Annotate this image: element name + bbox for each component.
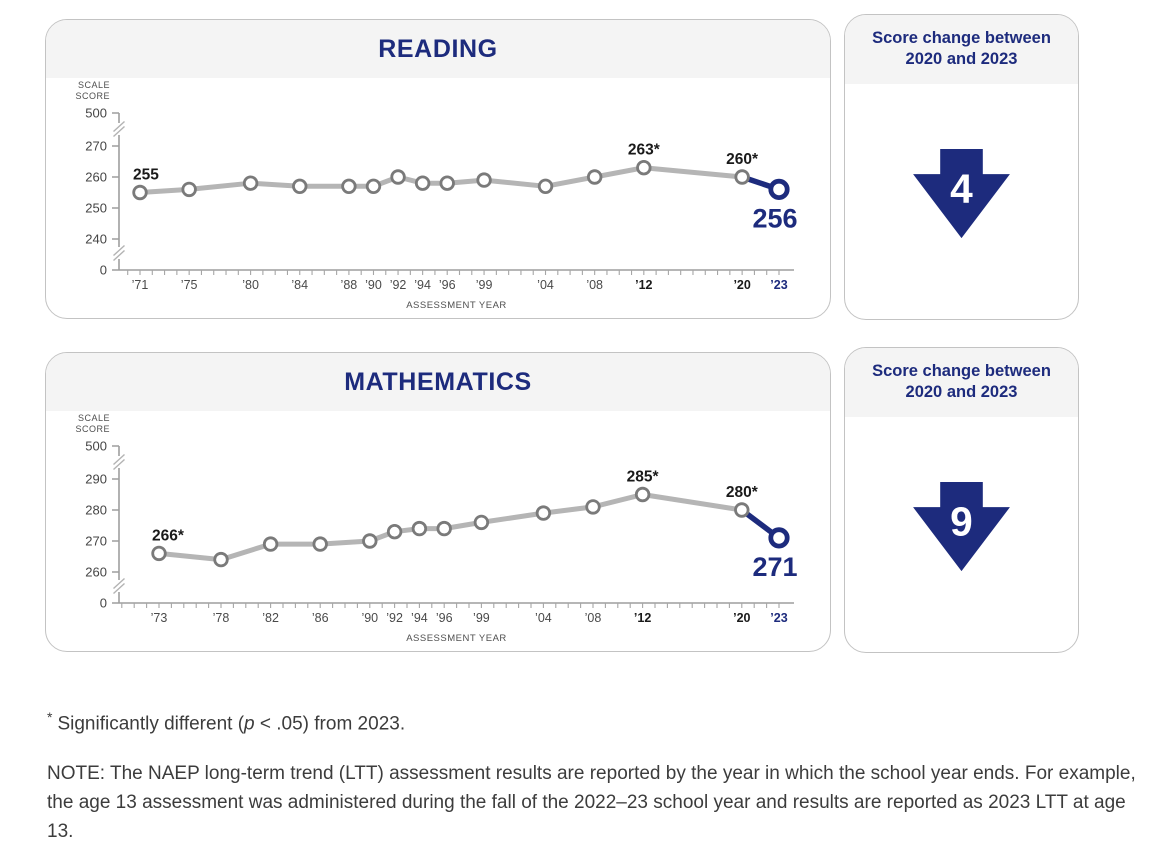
- data-point-1982: [264, 538, 277, 551]
- data-point-1975: [183, 183, 196, 196]
- y-tick-label: 280: [85, 502, 107, 518]
- y-tick-label: 260: [85, 169, 107, 185]
- point-label-2012: 285*: [626, 468, 659, 486]
- data-point-2004: [539, 180, 552, 193]
- point-label-2023: 256: [752, 203, 798, 234]
- x-tick-label-1973: ’73: [150, 611, 168, 625]
- point-label-2012: 263*: [627, 141, 660, 159]
- x-tick-label-2004: ’04: [537, 278, 554, 292]
- y-tick-label: 240: [85, 231, 107, 247]
- reading-score-change-card: [844, 14, 1079, 320]
- y-axis-title: SCORE: [75, 424, 110, 434]
- x-tick-label-1999: ’99: [473, 611, 490, 625]
- x-tick-label-2012: ’12: [633, 611, 652, 625]
- significance-footnote: [47, 709, 1170, 735]
- y-tick-label: 250: [85, 200, 107, 216]
- y-tick-label: 270: [85, 533, 107, 549]
- mathematics-chart: [46, 411, 830, 651]
- final-data-point-2023: [771, 530, 787, 546]
- data-point-1973: [153, 547, 166, 560]
- reading-chart-title: READING: [378, 34, 498, 63]
- y-tick-label: 500: [85, 105, 107, 121]
- x-tick-label-1994: ’94: [411, 611, 428, 625]
- mathematics-chart-card: [45, 352, 831, 652]
- x-tick-label-1984: ’84: [291, 278, 309, 292]
- mathematics-row: [45, 352, 1170, 653]
- x-tick-label-1990: ’90: [361, 611, 379, 625]
- point-label-2020: 280*: [725, 484, 758, 501]
- reading-score-change-heading: [845, 15, 1078, 84]
- mathematics-score-change-card: [844, 347, 1079, 653]
- asterisk-symbol: *: [47, 709, 53, 725]
- point-label-1973: 266*: [152, 527, 184, 545]
- point-label-2023: 271: [752, 551, 798, 582]
- data-point-1994: [416, 177, 429, 190]
- data-point-2012: [638, 161, 651, 174]
- data-point-1990: [367, 180, 380, 193]
- x-tick-label-1996: ’96: [438, 278, 456, 292]
- axis-lines: [119, 113, 794, 270]
- x-tick-label-2020: ’20: [733, 278, 751, 292]
- x-tick-label-2004: ’04: [535, 611, 552, 625]
- x-axis-title: ASSESSMENT YEAR: [406, 300, 507, 311]
- x-tick-label-1978: ’78: [212, 611, 230, 625]
- x-tick-label-1990: ’90: [365, 278, 382, 292]
- data-point-1971: [134, 186, 147, 199]
- data-point-1999: [475, 516, 488, 529]
- data-point-1988: [343, 180, 356, 193]
- y-tick-label: 500: [85, 438, 107, 454]
- data-point-1999: [478, 174, 491, 187]
- mathematics-chart-svg: [46, 411, 829, 651]
- mathematics-score-change-arrow-area: [845, 417, 1078, 652]
- x-tick-label-1971: ’71: [131, 278, 149, 292]
- y-tick-label: 0: [99, 262, 107, 278]
- x-tick-label-2020: ’20: [733, 611, 751, 625]
- x-tick-label-1996: ’96: [435, 611, 453, 625]
- x-tick-label-2008: ’08: [586, 278, 604, 292]
- data-point-2008: [587, 501, 600, 514]
- data-point-1992: [392, 171, 405, 184]
- point-label-1971: 255: [133, 166, 159, 184]
- mathematics-chart-title: MATHEMATICS: [344, 367, 532, 396]
- data-point-1984: [293, 180, 306, 193]
- score-change-arrow-svg: [913, 149, 1010, 241]
- data-point-1990: [364, 535, 377, 548]
- x-tick-label-1999: ’99: [475, 278, 493, 292]
- score-change-arrow-svg: [913, 482, 1010, 574]
- data-point-1992: [388, 525, 401, 538]
- final-data-point-2023: [771, 181, 787, 197]
- score-change-value: 9: [950, 497, 973, 544]
- score-change-heading-line1: Score change between: [872, 29, 1051, 47]
- reading-chart: [46, 78, 830, 318]
- y-axis-title: SCALE: [77, 80, 110, 90]
- y-tick-label: 270: [85, 138, 107, 154]
- x-tick-label-1992: ’92: [389, 278, 407, 292]
- x-tick-label-2023: ’23: [770, 611, 788, 625]
- note-paragraph: NOTE: The NAEP long-term trend (LTT) assessment results are reported by the year in which the school year ends. For example, the age 13 assessment was administered during the fall of the 2022–23 school year and results are reported as 2023 LTT at age 13.: [47, 763, 1136, 843]
- data-point-1986: [314, 538, 327, 551]
- x-tick-label-2008: ’08: [584, 611, 602, 625]
- data-point-2004: [537, 507, 550, 520]
- x-tick-label-1975: ’75: [180, 278, 198, 292]
- score-change-heading-line2: 2020 and 2023: [905, 50, 1018, 69]
- x-tick-label-1988: ’88: [340, 278, 358, 292]
- reading-chart-svg: [46, 78, 829, 318]
- data-point-1996: [441, 177, 454, 190]
- data-point-2012: [636, 488, 649, 501]
- x-tick-label-1986: ’86: [311, 611, 329, 625]
- x-tick-label-2012: ’12: [635, 278, 653, 292]
- y-tick-label: 0: [99, 595, 107, 611]
- data-point-2020: [736, 504, 749, 517]
- x-tick-label-1982: ’82: [262, 611, 279, 625]
- significance-p-italic: p: [244, 713, 255, 735]
- data-point-1978: [215, 553, 228, 566]
- y-axis-title: SCORE: [75, 91, 110, 101]
- x-tick-label-1980: ’80: [242, 278, 259, 292]
- data-point-1994: [413, 522, 426, 535]
- x-tick-label-1994: ’94: [414, 278, 431, 292]
- significance-text-pre: Significantly different (: [57, 713, 245, 735]
- reading-chart-header: [46, 20, 830, 78]
- score-change-heading-line2: 2020 and 2023: [905, 383, 1018, 402]
- score-change-heading-line1: Score change between: [872, 362, 1051, 380]
- x-tick-label-1992: ’92: [386, 611, 403, 625]
- data-point-2020: [736, 171, 749, 184]
- significance-text-post: < .05) from 2023.: [254, 713, 406, 735]
- data-point-1980: [244, 177, 257, 190]
- reading-chart-card: [45, 19, 831, 319]
- mathematics-chart-header: [46, 353, 830, 411]
- data-point-1996: [438, 522, 451, 535]
- reading-score-change-arrow-area: [845, 84, 1078, 319]
- reading-row: [45, 19, 1170, 320]
- mathematics-score-change-heading: [845, 348, 1078, 417]
- y-tick-label: 290: [85, 471, 107, 487]
- score-change-value: 4: [950, 164, 973, 211]
- x-tick-label-2023: ’23: [770, 278, 788, 292]
- data-point-2008: [588, 171, 601, 184]
- y-axis-title: SCALE: [77, 413, 110, 423]
- y-tick-label: 260: [85, 564, 107, 580]
- point-label-2020: 260*: [726, 151, 759, 168]
- x-axis-title: ASSESSMENT YEAR: [406, 633, 507, 644]
